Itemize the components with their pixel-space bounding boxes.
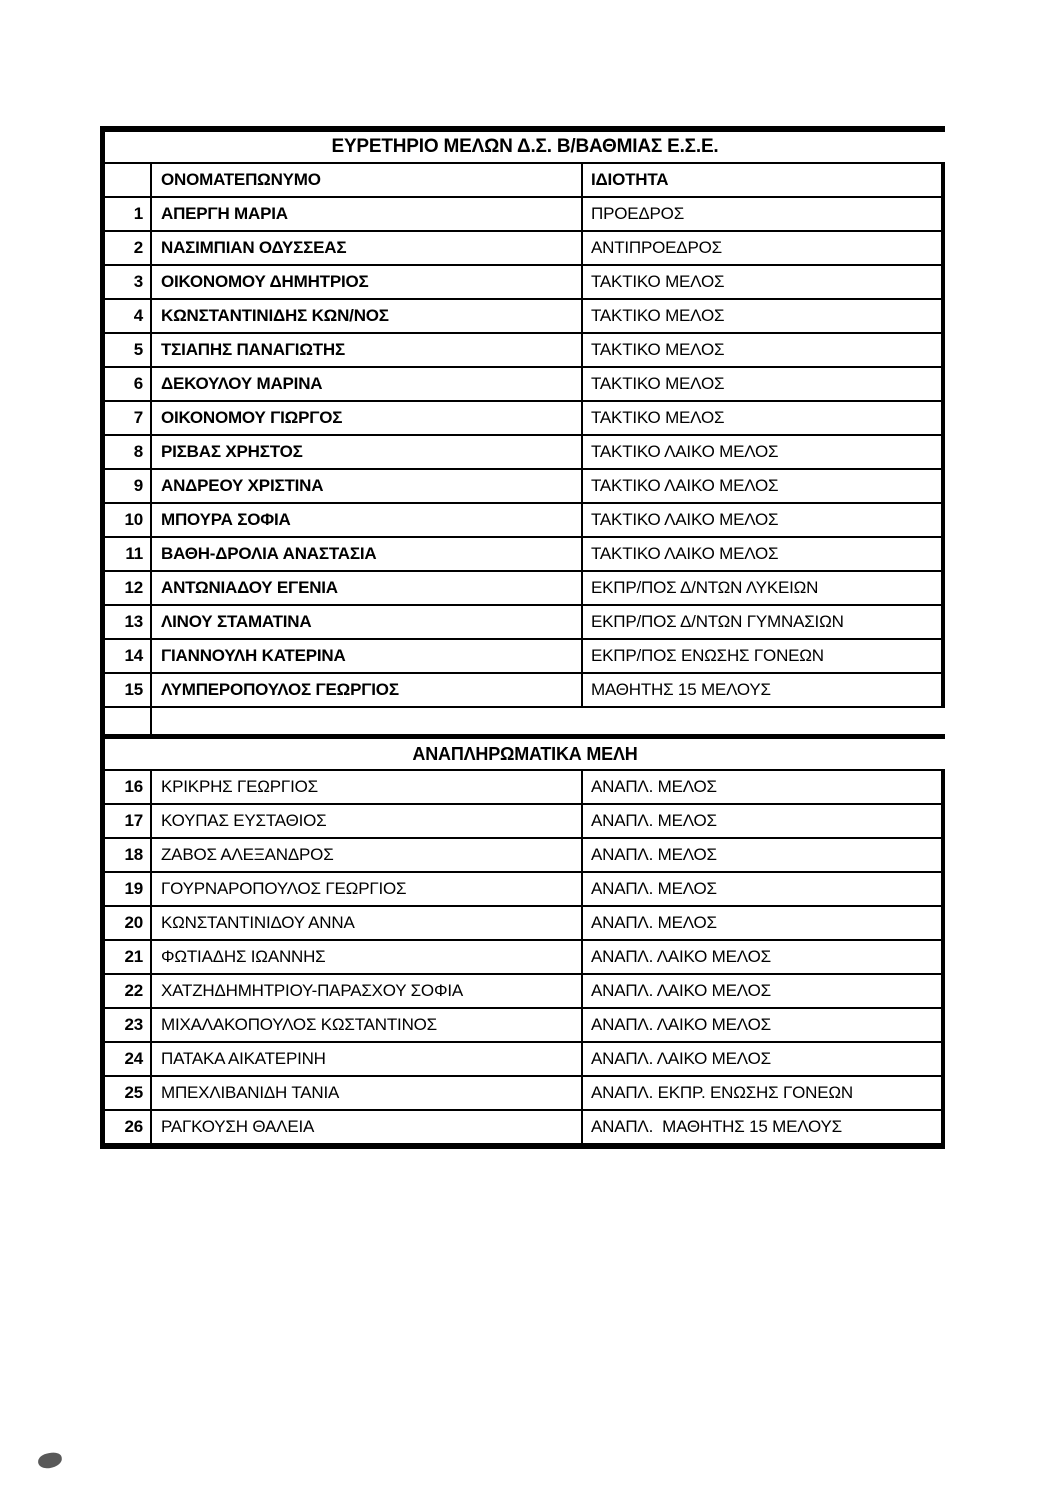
number-column-header [105,164,152,196]
member-number: 23 [105,1009,152,1041]
member-row [100,1077,945,1111]
member-number: 22 [105,975,152,1007]
member-row [100,941,945,975]
member-name: ΚΩΝΣΤΑΝΤΙΝΙΔΗΣ ΚΩΝ/ΝΟΣ [152,300,583,332]
member-role: ΕΚΠΡ/ΠΟΣ Δ/ΝΤΩΝ ΛΥΚΕΙΩΝ [591,578,819,597]
member-role: ΑΝΑΠΛ. ΛΑΙΚΟ ΜΕΛΟΣ [591,981,771,1000]
member-number: 11 [105,538,152,570]
member-name: ΛΥΜΠΕΡΟΠΟΥΛΟΣ ΓΕΩΡΓΙΟΣ [152,674,583,706]
member-number: 10 [105,504,152,536]
member-name: ΖΑΒΟΣ ΑΛΕΞΑΝΔΡΟΣ [152,839,583,871]
member-row [100,975,945,1009]
member-row [100,1009,945,1043]
member-row [100,504,945,538]
member-row [100,402,945,436]
empty-cell [152,708,945,734]
member-name: ΝΑΣΙΜΠΙΑΝ ΟΔΥΣΣΕΑΣ [152,232,583,264]
member-role: ΑΝΑΠΛ. ΛΑΙΚΟ ΜΕΛΟΣ [591,947,771,966]
member-number: 4 [105,300,152,332]
member-row [100,640,945,674]
member-name: ΑΠΕΡΓΗ ΜΑΡΙΑ [152,198,583,230]
member-row [100,674,945,708]
member-number: 2 [105,232,152,264]
member-number: 13 [105,606,152,638]
member-number: 16 [105,771,152,803]
member-number: 12 [105,572,152,604]
substitutes-section-header-row [100,739,945,771]
table-title: ΕΥΡΕΤΗΡΙΟ ΜΕΛΩΝ Δ.Σ. Β/ΒΑΘΜΙΑΣ Ε.Σ.Ε. [331,136,719,157]
member-name: ΟΙΚΟΝΟΜΟΥ ΔΗΜΗΤΡΙΟΣ [152,266,583,298]
member-row [100,334,945,368]
member-role: ΜΑΘΗΤΗΣ 15 ΜΕΛΟΥΣ [591,680,771,699]
member-number: 19 [105,873,152,905]
name-column-header: ΟΝΟΜΑΤΕΠΩΝΥΜΟ [152,164,583,196]
member-number: 15 [105,674,152,706]
member-role: ΑΝΑΠΛ. ΜΕΛΟΣ [591,845,717,864]
member-name: ΠΑΤΑΚΑ ΑΙΚΑΤΕΡΙΝΗ [152,1043,583,1075]
member-role: ΤΑΚΤΙΚΟ ΛΑΙΚΟ ΜΕΛΟΣ [591,442,779,461]
member-name: ΜΠΟΥΡΑ ΣΟΦΙΑ [152,504,583,536]
member-number: 17 [105,805,152,837]
member-name: ΒΑΘΗ-ΔΡΟΛΙΑ ΑΝΑΣΤΑΣΙΑ [152,538,583,570]
substitute-members-section [100,771,945,1149]
board-members-section [100,198,945,708]
member-number: 24 [105,1043,152,1075]
column-header-row [100,164,945,198]
member-role: ΑΝΑΠΛ. ΜΕΛΟΣ [591,811,717,830]
member-row [100,470,945,504]
member-row [100,873,945,907]
member-role: ΤΑΚΤΙΚΟ ΜΕΛΟΣ [591,408,725,427]
member-role: ΤΑΚΤΙΚΟ ΛΑΙΚΟ ΜΕΛΟΣ [591,544,779,563]
member-name: ΔΕΚΟΥΛΟΥ ΜΑΡΙΝΑ [152,368,583,400]
member-row [100,771,945,805]
member-row [100,266,945,300]
member-row [100,1111,945,1149]
member-name: ΛΙΝΟΥ ΣΤΑΜΑΤΙΝΑ [152,606,583,638]
member-number: 7 [105,402,152,434]
member-number: 18 [105,839,152,871]
member-role: ΤΑΚΤΙΚΟ ΛΑΙΚΟ ΜΕΛΟΣ [591,510,779,529]
member-role: ΑΝΑΠΛ. ΜΕΛΟΣ [591,777,717,796]
member-role: ΑΝΑΠΛ. ΜΑΘΗΤΗΣ 15 ΜΕΛΟΥΣ [591,1117,842,1136]
member-role: ΑΝΑΠΛ. ΜΕΛΟΣ [591,913,717,932]
member-name: ΚΩΝΣΤΑΝΤΙΝΙΔΟΥ ΑΝΝΑ [152,907,583,939]
member-name: ΜΠΕΧΛΙΒΑΝΙΔΗ ΤΑΝΙΑ [152,1077,583,1109]
table-title-row [100,126,945,164]
member-role: ΤΑΚΤΙΚΟ ΛΑΙΚΟ ΜΕΛΟΣ [591,476,779,495]
member-name: ΡΑΓΚΟΥΣΗ ΘΑΛΕΙΑ [152,1111,583,1143]
member-name: ΑΝΤΩΝΙΑΔΟΥ ΕΓΕΝΙΑ [152,572,583,604]
member-name: ΟΙΚΟΝΟΜΟΥ ΓΙΩΡΓΟΣ [152,402,583,434]
member-name: ΑΝΔΡΕΟΥ ΧΡΙΣΤΙΝΑ [152,470,583,502]
member-role: ΑΝΑΠΛ. ΛΑΙΚΟ ΜΕΛΟΣ [591,1015,771,1034]
member-role: ΤΑΚΤΙΚΟ ΜΕΛΟΣ [591,306,725,325]
scan-artifact [37,1451,63,1469]
members-index-table [100,126,945,1149]
member-row [100,538,945,572]
member-name: ΧΑΤΖΗΔΗΜΗΤΡΙΟΥ-ΠΑΡΑΣΧΟΥ ΣΟΦΙΑ [152,975,583,1007]
member-name: ΓΙΑΝΝΟΥΛΗ ΚΑΤΕΡΙΝΑ [152,640,583,672]
member-name: ΚΡΙΚΡΗΣ ΓΕΩΡΓΙΟΣ [152,771,583,803]
member-row [100,572,945,606]
member-row [100,368,945,402]
member-role: ΑΝΤΙΠΡΟΕΔΡΟΣ [591,238,722,257]
member-role: ΑΝΑΠΛ. ΕΚΠΡ. ΕΝΩΣΗΣ ΓΟΝΕΩΝ [591,1083,853,1102]
member-number: 3 [105,266,152,298]
member-row [100,198,945,232]
member-number: 6 [105,368,152,400]
member-number: 8 [105,436,152,468]
member-role: ΑΝΑΠΛ. ΛΑΙΚΟ ΜΕΛΟΣ [591,1049,771,1068]
member-number: 14 [105,640,152,672]
member-row [100,907,945,941]
member-row [100,300,945,334]
member-role: ΠΡΟΕΔΡΟΣ [591,204,685,223]
member-number: 9 [105,470,152,502]
member-row [100,1043,945,1077]
role-column-header: ΙΔΙΟΤΗΤΑ [591,170,669,189]
member-role: ΤΑΚΤΙΚΟ ΜΕΛΟΣ [591,340,725,359]
member-role: ΑΝΑΠΛ. ΜΕΛΟΣ [591,879,717,898]
member-role: ΤΑΚΤΙΚΟ ΜΕΛΟΣ [591,374,725,393]
member-row [100,232,945,266]
member-row [100,805,945,839]
member-number: 5 [105,334,152,366]
member-role: ΤΑΚΤΙΚΟ ΜΕΛΟΣ [591,272,725,291]
member-row [100,436,945,470]
member-role: ΕΚΠΡ/ΠΟΣ Δ/ΝΤΩΝ ΓΥΜΝΑΣΙΩΝ [591,612,844,631]
member-row [100,606,945,640]
member-number: 26 [105,1111,152,1143]
substitutes-section-title: ΑΝΑΠΛΗΡΩΜΑΤΙΚΑ ΜΕΛΗ [412,743,638,764]
member-name: ΓΟΥΡΝΑΡΟΠΟΥΛΟΣ ΓΕΩΡΓΙΟΣ [152,873,583,905]
member-row [100,839,945,873]
member-number: 1 [105,198,152,230]
member-name: ΦΩΤΙΑΔΗΣ ΙΩΑΝΝΗΣ [152,941,583,973]
member-role: ΕΚΠΡ/ΠΟΣ ΕΝΩΣΗΣ ΓΟΝΕΩΝ [591,646,824,665]
empty-number-cell [105,708,152,734]
member-name: ΚΟΥΠΑΣ ΕΥΣΤΑΘΙΟΣ [152,805,583,837]
empty-row [100,708,945,739]
member-number: 20 [105,907,152,939]
member-number: 25 [105,1077,152,1109]
member-number: 21 [105,941,152,973]
member-name: ΤΣΙΑΠΗΣ ΠΑΝΑΓΙΩΤΗΣ [152,334,583,366]
member-name: ΜΙΧΑΛΑΚΟΠΟΥΛΟΣ ΚΩΣΤΑΝΤΙΝΟΣ [152,1009,583,1041]
member-name: ΡΙΣΒΑΣ ΧΡΗΣΤΟΣ [152,436,583,468]
